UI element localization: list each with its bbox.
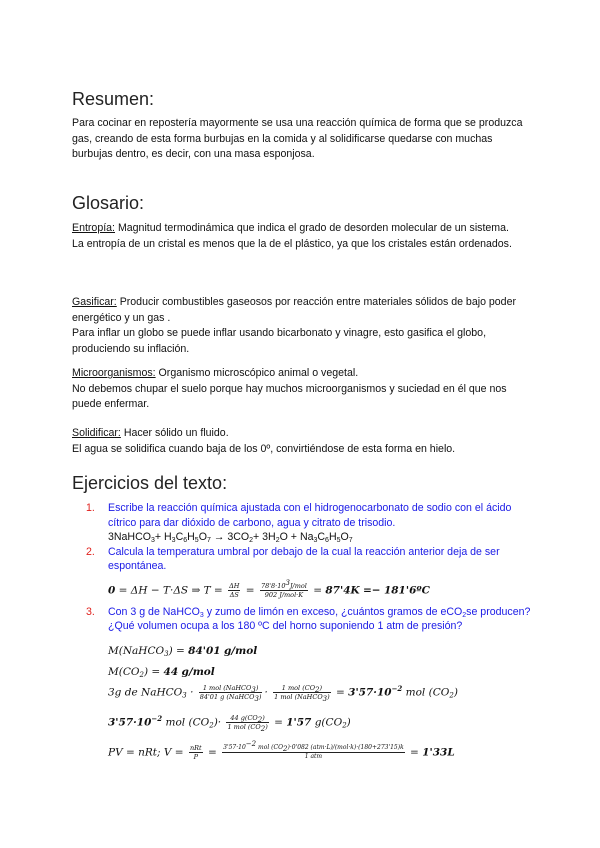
resumen-text: Para cocinar en repostería mayormente se usa una reacción química de forma que se produzca gas, creando de esta forma burbujas en la comida y al solidificarse quedarse con muchas burbujas dentro, es decir, con una masa esponjosa.: [72, 117, 523, 160]
exercise-text-b: y zumo de limón en exceso, ¿cuántos gramos de eCO: [203, 605, 463, 618]
glosario-heading: Glosario:: [72, 193, 145, 213]
glossary-example: La entropía de un cristal es menos que la de el plástico, ya que los cristales están ordenados.: [72, 237, 512, 250]
exercise-list: [72, 501, 532, 634]
glossary-definition: Producir combustibles gaseosos por reacción entre materiales sólidos de bajo poder energético y un gas .: [72, 296, 516, 324]
exercise-text: Calcula la temperatura umbral por debajo de la cual la reacción anterior deja de ser espontánea.: [108, 545, 500, 572]
glossary-example: Para inflar un globo se puede inflar usando bicarbonato y vinagre, esto gasifica el globo, produciendo su inflación.: [72, 327, 487, 355]
exercise-number: 1.: [86, 502, 95, 514]
exercise-number: 3.: [86, 605, 95, 618]
molar-mass-co2: $M(CO_2) = 44$ g/mol: [108, 666, 215, 679]
volume-calculation: PV = nRt; V = $\frac{\text{nRt}}{P}$ = $\frac{3'57\cdot 10^{-2} mol (CO_2)\cdot 0'082 (atm\cdot L)/(mol\cdot k)\cdot(180+273'15)k}{\text{1 atm}}$ = 1'33L: [108, 740, 455, 761]
molar-mass-nahco3: M(NaHCO$_3$) = 84'01 g/mol: [108, 645, 258, 658]
exercise-number: 2.: [86, 545, 95, 558]
resumen-heading: Resumen:: [72, 89, 155, 109]
glossary-entry-entropia: [72, 221, 532, 252]
exercise-1: [72, 501, 532, 530]
glossary-example: El agua se solidifica cuando baja de los 0º, convirtiéndose de esta forma en hielo.: [72, 442, 456, 455]
glossary-entry-microorganismos: [72, 366, 532, 413]
glossary-definition: Organismo microscópico animal o vegetal.: [155, 367, 359, 379]
glossary-entry-solidificar: [72, 426, 532, 457]
exercise-3: 3. Con 3 g de NaHCO$_3$ y zumo de limón en exceso, ¿cuántos gramos de eCO$_2$se producen?¿Qué volumen ocupa a los 180 ºC del horno suponiendo 1 atm de presión?: [86, 605, 531, 632]
exercise-text-a: Con 3 g de NaHCO: [108, 605, 200, 618]
glossary-term: Entropía:: [72, 222, 115, 234]
exercise-2: [72, 545, 532, 574]
exercise-text-c: se producen?¿Qué volumen ocupa a los 180 ºC del horno suponiendo 1 atm de presión?: [108, 605, 531, 632]
glossary-entry-gasificar: [72, 295, 532, 357]
ejercicios-heading: Ejercicios del texto:: [72, 473, 228, 493]
mol-calculation: 3g de NaHCO$_3$ · $\frac{1 mol (NaHCO_3)}{84'01 g (NaHCO_3)}$ · $\frac{1 mol (CO_2)}{1 mol (NaHCO_3)}$ = $3'57\cdot 10^{-2}$ mol $(CO_2)$: [108, 684, 458, 703]
glossary-term: Solidificar:: [72, 427, 121, 439]
exercise-text: Escribe la reacción química ajustada con el hidrogenocarbonato de sodio con el ácido cítrico para dar dióxido de carbono, agua y citrato de trisodio.: [108, 502, 512, 529]
glossary-term: Microorganismos:: [72, 367, 156, 379]
reaction-equation: 3NaHCO$_3$+ $H_3C_6H_5O_7 \to 3CO_2+ 3H_2O + Na_3C_6H_5O_7$: [108, 531, 353, 544]
glossary-term: Gasificar:: [72, 296, 117, 308]
temperature-equation: 0 = ΔH − T·ΔS ⇒ T = $\frac{\Delta H}{\Delta S}$ = $\frac{78'8\cdot 10^3J/mol}{\text{902 J/mol·K}}$ = 87'4K =− 181'6ºC: [108, 578, 430, 599]
mass-calculation: $3'57\cdot 10^{-2}$ mol $(CO_2)\cdot$ $\frac{44 g(CO_2)}{1 mol (CO_2)}$ = 1'57 $g(CO_2)$: [108, 714, 351, 733]
glossary-definition: Hacer sólido un fluido.: [120, 427, 229, 439]
glossary-example: No debemos chupar el suelo porque hay muchos microorganismos y suciedad en él que nos puede enfermar.: [72, 382, 507, 410]
glossary-definition: Magnitud termodinámica que indica el grado de desorden molecular de un sistema.: [115, 222, 509, 234]
